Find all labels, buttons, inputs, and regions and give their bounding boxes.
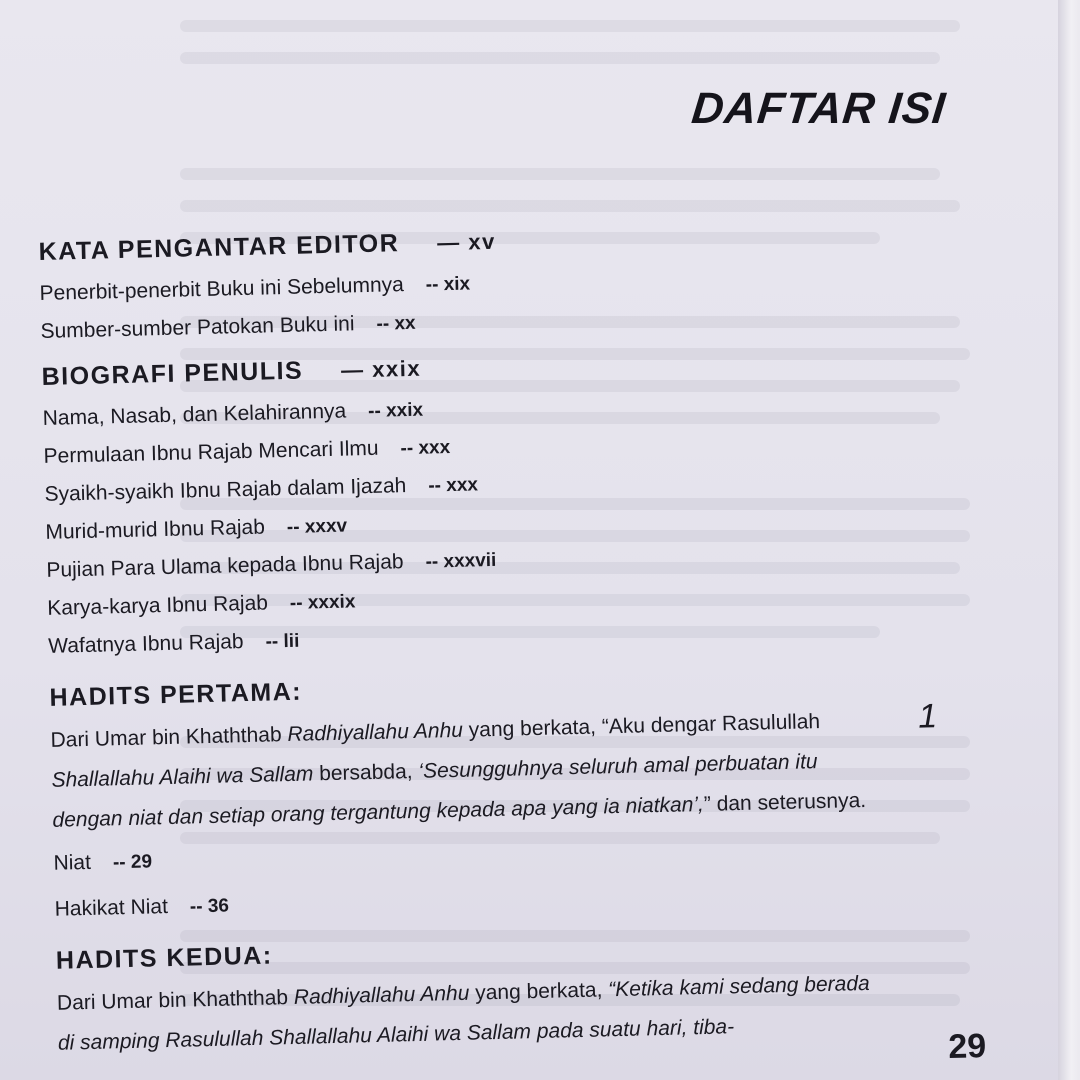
- entry-page: -- 36: [189, 895, 230, 918]
- italic-run: “Ketika kami sedang berada di samping Rasulullah Shallallahu Alaihi wa Sallam pada suatu hari, tiba-: [57, 971, 870, 1055]
- page-edge: [1058, 0, 1080, 1080]
- entry-page: -- xxxix: [289, 591, 356, 614]
- section-title: BIOGRAFI PENULIS: [41, 356, 304, 391]
- entry-label: Karya-karya Ibnu Rajab: [47, 591, 269, 620]
- text-run: Dari Umar bin Khaththab: [50, 723, 288, 752]
- italic-run: Shallallahu Alaihi wa Sallam: [51, 762, 314, 792]
- text-run: Dari Umar bin Khaththab: [56, 985, 295, 1015]
- section-page: — xv: [436, 228, 497, 256]
- entry-page: -- xxxv: [286, 515, 348, 539]
- entry-label: Murid-murid Ibnu Rajab: [45, 515, 266, 544]
- entry-page: -- 29: [112, 851, 153, 874]
- italic-run: ‘Sesungguhnya seluruh amal perbuatan itu dengan niat dan setiap orang tergantung kepada apa yang ia niatkan’,: [52, 750, 818, 832]
- entry-page: -- xxxvii: [425, 549, 497, 573]
- entry-page: -- xx: [376, 312, 416, 335]
- entry-label: Sumber-sumber Patokan Buku ini: [40, 312, 355, 343]
- entry-page: -- xxix: [367, 399, 424, 422]
- italic-run: Radhiyallahu Anhu: [293, 981, 470, 1009]
- entry-label: Penerbit-penerbit Buku ini Sebelumnya: [39, 273, 405, 305]
- italic-run: Radhiyallahu Anhu: [287, 718, 464, 747]
- entry-label: Niat: [53, 850, 92, 875]
- chapter-page-number: 29: [947, 1027, 987, 1066]
- chapter-page-number: 1: [917, 697, 938, 736]
- entry-label: Syaikh-syaikh Ibnu Rajab dalam Ijazah: [44, 474, 407, 506]
- text-run: bersabda,: [313, 759, 419, 786]
- entry-page: -- lii: [265, 630, 300, 653]
- entry-label: Nama, Nasab, dan Kelahirannya: [42, 399, 347, 430]
- table-of-contents: [38, 205, 987, 1068]
- hadits-summary: [50, 701, 883, 841]
- section-page: — xxix: [340, 355, 422, 383]
- entry-page: -- xxx: [428, 474, 479, 497]
- hadits-summary: [57, 963, 889, 1063]
- section-title: HADITS PERTAMA:: [49, 677, 303, 712]
- section-title: HADITS KEDUA:: [55, 941, 273, 975]
- text-run: yang berkata, “Aku dengar Rasulullah: [462, 710, 821, 742]
- entry-label: Permulaan Ibnu Rajab Mencari Ilmu: [43, 436, 379, 468]
- entry-page: -- xix: [425, 273, 471, 296]
- entry-label: Hakikat Niat: [54, 895, 169, 921]
- page-title: DAFTAR ISI: [689, 84, 949, 133]
- entry-label: Wafatnya Ibnu Rajab: [47, 630, 244, 658]
- entry-label: Pujian Para Ulama kepada Ibnu Rajab: [46, 550, 404, 582]
- text-run: ” dan seterusnya.: [703, 788, 867, 816]
- section-title: KATA PENGANTAR EDITOR: [38, 229, 400, 266]
- entry-page: -- xxx: [400, 436, 451, 460]
- text-run: yang berkata,: [469, 978, 609, 1005]
